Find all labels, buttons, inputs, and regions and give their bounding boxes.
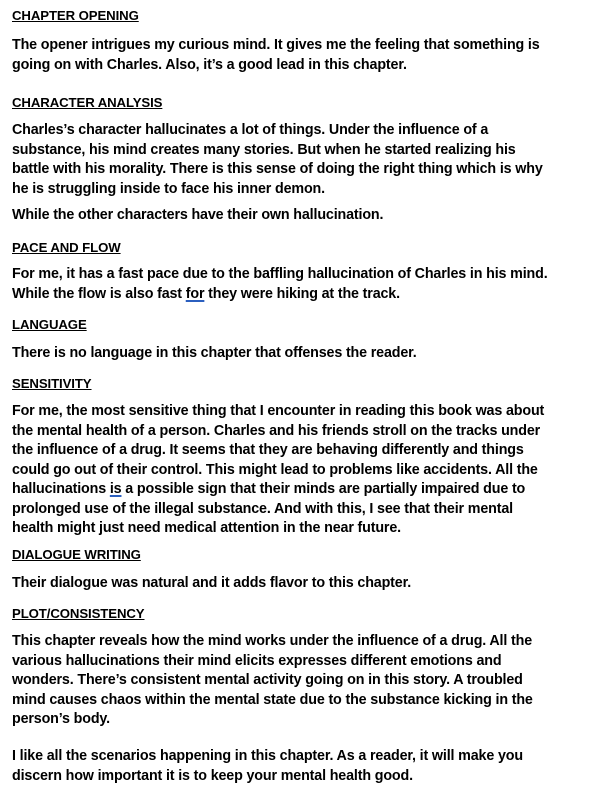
paragraph-line: person’s body.	[12, 711, 110, 727]
character-analysis-note	[12, 206, 383, 226]
pace-and-flow-paragraph	[12, 265, 548, 304]
paragraph-line: the mental health of a person. Charles and his friends stroll on the tracks under	[12, 422, 541, 439]
text-run: they were hiking at the track.	[204, 285, 400, 302]
paragraph-line: going on with Charles. Also, it’s a good lead in this chapter.	[12, 56, 407, 73]
plot-consistency-paragraph	[12, 632, 533, 730]
dialogue-writing-paragraph	[12, 574, 411, 594]
paragraph-line: various hallucinations their mind elicits expresses different emotions and	[12, 652, 502, 669]
paragraph-line: I like all the scenarios happening in this chapter. As a reader, it will make you	[12, 748, 523, 764]
chapter-opening-paragraph	[12, 36, 540, 75]
section-heading-language: LANGUAGE	[12, 317, 87, 332]
paragraph-line: the influence of a drug. It seems that they are behaving differently and things	[12, 442, 524, 458]
sensitivity-paragraph	[12, 402, 544, 539]
paragraph-line: battle with his morality. There is this sense of doing the right thing which is why	[12, 161, 543, 177]
plot-consistency-closing	[12, 747, 523, 786]
paragraph-line: substance, his mind creates many stories. But when he started realizing his	[12, 141, 516, 158]
paragraph-line: wonders. There’s consistent mental activity going on in this story. A troubled	[12, 672, 523, 688]
paragraph-line: prolonged use of the illegal substance. And with this, I see that their mental	[12, 500, 513, 517]
paragraph-line: For me, the most sensitive thing that I encounter in reading this book was about	[12, 403, 545, 419]
paragraph-line	[12, 285, 548, 305]
paragraph-line: discern how important it is to keep your mental health good.	[12, 767, 413, 784]
paragraph-line: For me, it has a fast pace due to the baffling hallucination of Charles in his mind.	[12, 266, 548, 282]
paragraph-line: Their dialogue was natural and it adds flavor to this chapter.	[12, 575, 412, 591]
section-heading-plot-consistency: PLOT/CONSISTENCY	[12, 606, 145, 621]
section-heading-character-analysis: CHARACTER ANALYSIS	[12, 95, 163, 110]
character-analysis-paragraph	[12, 121, 543, 199]
paragraph-line: The opener intrigues my curious mind. It gives me the feeling that something is	[12, 37, 540, 53]
section-heading-dialogue-writing: DIALOGUE WRITING	[12, 547, 141, 562]
paragraph-line: he is struggling inside to face his inner demon.	[12, 180, 325, 197]
section-heading-sensitivity: SENSITIVITY	[12, 376, 92, 391]
text-run: While the flow is also fast	[12, 285, 186, 302]
paragraph-line: mind causes chaos within the mental state due to the substance kicking in the	[12, 691, 533, 708]
section-heading-pace-and-flow: PACE AND FLOW	[12, 240, 121, 255]
paragraph-line: While the other characters have their own hallucination.	[12, 207, 384, 223]
paragraph-line: Charles’s character hallucinates a lot of things. Under the influence of a	[12, 122, 489, 138]
grammar-flag-for: for	[185, 285, 205, 302]
paragraph-line	[12, 480, 544, 500]
section-heading-chapter-opening: CHAPTER OPENING	[12, 8, 139, 23]
paragraph-line: There is no language in this chapter that offenses the reader.	[12, 345, 417, 361]
text-run: hallucinations	[12, 481, 110, 497]
paragraph-line: This chapter reveals how the mind works under the influence of a drug. All the	[12, 633, 533, 649]
paragraph-line: could go out of their control. This might lead to problems like accidents. All the	[12, 461, 538, 478]
grammar-flag-is: is	[109, 481, 122, 497]
language-paragraph	[12, 344, 417, 364]
text-run: a possible sign that their minds are partially impaired due to	[121, 481, 526, 497]
paragraph-line: health might just need medical attention in the near future.	[12, 520, 401, 536]
